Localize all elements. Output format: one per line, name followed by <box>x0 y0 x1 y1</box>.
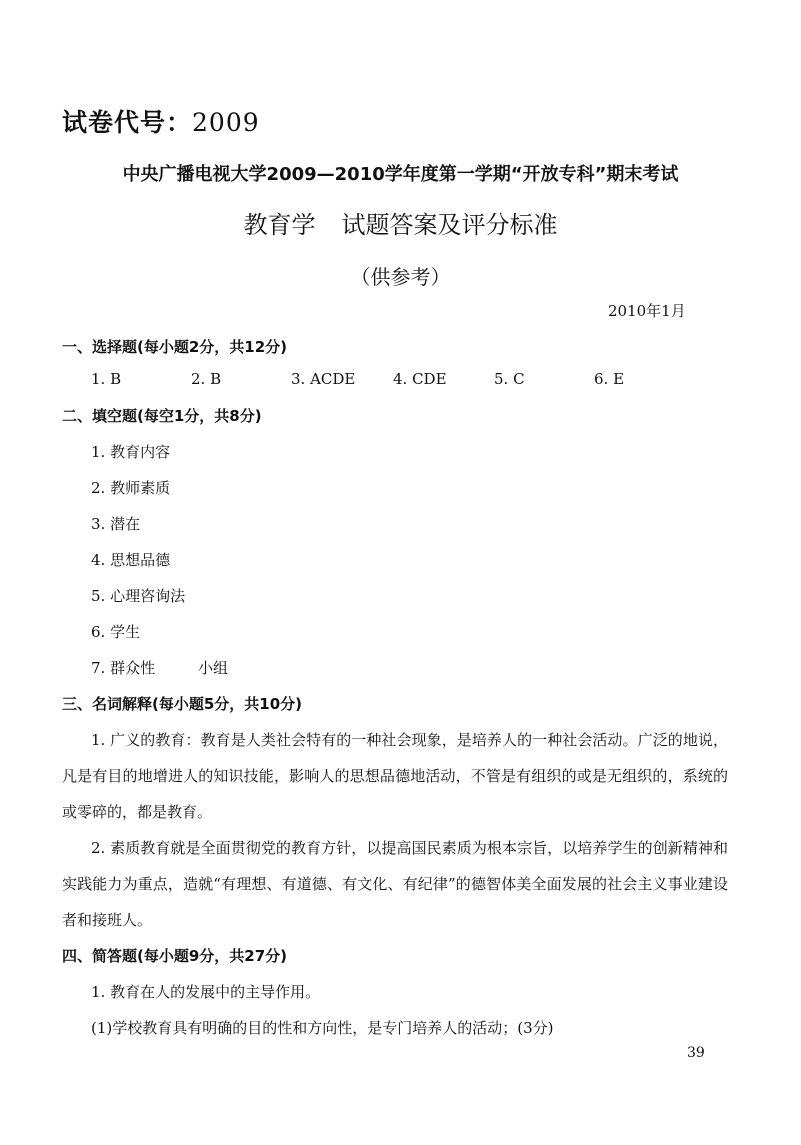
fill-answer: 1. 教育内容 <box>91 443 171 461</box>
section-heading-choice: 一、选择题(每小题2分，共12分) <box>62 338 288 356</box>
choice-answer: 5. C <box>494 370 525 388</box>
fill-answer: 4. 思想品德 <box>91 551 171 569</box>
page-number: 39 <box>687 1045 705 1061</box>
answer-key-title: 试题答案及评分标准 <box>341 211 558 239</box>
choice-answer: 2. B <box>191 370 222 388</box>
choice-answer: 4. CDE <box>393 370 447 388</box>
exam-date: 2010年1月 <box>608 302 686 320</box>
exam-title: 中央广播电视大学2009—2010学年度第一学期“开放专科”期末考试 <box>122 164 679 185</box>
short-answer-point: (1)学校教育具有明确的目的性和方向性，是专门培养人的活动；(3分) <box>91 1019 554 1037</box>
choice-answer: 3. ACDE <box>291 370 356 388</box>
fill-answer-extra: 小组 <box>198 659 229 677</box>
choice-answer: 1. B <box>91 370 122 388</box>
paper-code <box>62 103 260 139</box>
section-heading-fill: 二、填空题(每空1分，共8分) <box>62 407 262 425</box>
section-heading-short-answer: 四、简答题(每小题9分，共27分) <box>62 947 288 965</box>
section-heading-terms: 三、名词解释(每小题5分，共10分) <box>62 695 303 713</box>
fill-answer: 3. 潜在 <box>91 515 141 533</box>
term-definition-1: 1. 广义的教育：教育是人类社会特有的一种社会现象，是培养人的一种社会活动。广泛的地说，凡是有目的地增进人的知识技能，影响人的思想品德地活动，不管是有组织的或是无组织的，系统的或零碎的，都是教育。 <box>62 731 728 821</box>
term-definition-2: 2. 素质教育就是全面贯彻党的教育方针，以提高国民素质为根本宗旨，以培养学生的创新精神和实践能力为重点，造就“有理想、有道德、有文化、有纪律”的德智体美全面发展的社会主义事业建设者和接班人。 <box>62 839 728 929</box>
fill-answer: 7. 群众性 <box>91 659 156 677</box>
short-answer-question: 1. 教育在人的发展中的主导作用。 <box>91 983 321 1001</box>
fill-answer: 5. 心理咨询法 <box>91 587 186 605</box>
paper-code-number: 2009 <box>192 108 260 137</box>
fill-answer: 2. 教师素质 <box>91 479 171 497</box>
choice-answer: 6. E <box>594 370 625 388</box>
document-title <box>0 205 801 240</box>
reference-note: （供参考） <box>350 265 451 289</box>
subject-name: 教育学 <box>243 211 316 239</box>
paper-code-label: 试卷代号： <box>62 108 193 137</box>
fill-answer: 6. 学生 <box>91 623 141 641</box>
